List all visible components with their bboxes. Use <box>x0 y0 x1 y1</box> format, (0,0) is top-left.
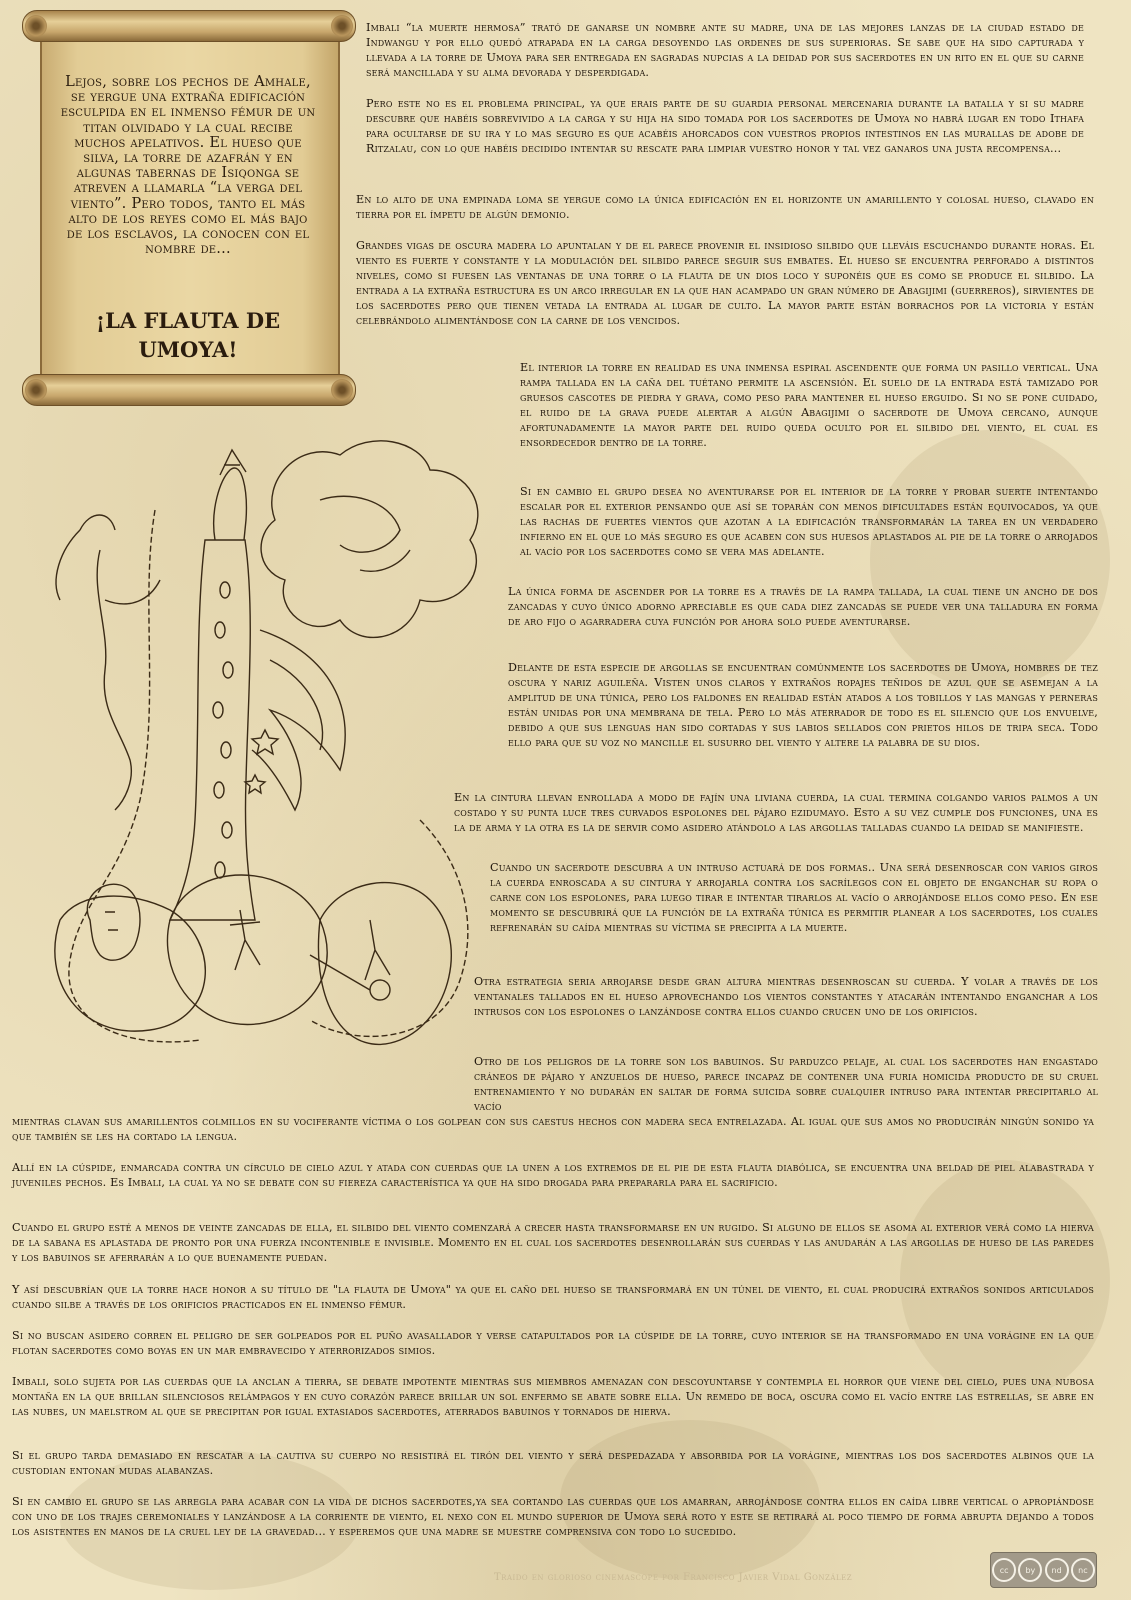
tower-window <box>221 742 231 758</box>
paragraph: Otro de los peligros de la torre son los babuinos. Su parduzco pelaje, al cual los sacerdotes han engastado cráneos de pájaro y anzuelos de hueso, parece incapaz de contener una furia homicida producto de su cruel entrenamiento y no dudarán en saltar de forma suicida sobre cualquier intruso para intentar precipitarlo al vacío <box>474 1055 1098 1113</box>
tower-window <box>220 582 230 598</box>
paragraph: mientras clavan sus amarillentos colmillos en su vociferante víctima o los golpean con sus caestus hechos con madera seca entrelazada. Al igual que sus amos no producirán ningún sonido ya que también se les ha cortado la lengua. <box>12 1115 1094 1143</box>
cc-license-badge[interactable] <box>990 1552 1097 1588</box>
tower-shape <box>170 540 255 920</box>
storm-swirl <box>320 496 400 552</box>
tower-window <box>214 782 224 798</box>
captive-figure <box>214 468 247 540</box>
paragraph: Cuando el grupo esté a menos de veinte zancadas de ella, el silbido del viento comenzará a crecer hasta transformarse en un rugido. Si alguno de ellos se asoma al exterior verá como la hierva de la sabana es aplastada de pronto por una fuerza incontenible e invisible. Momento en el cual los sacerdotes desenrollarán sus cuerdas y las anudarán a las argollas de hueso de las paredes y los babuinos se aferrarán a lo que buenamente puedan. <box>12 1221 1094 1264</box>
paragraph: En la cintura llevan enrollada a modo de fajín una liviana cuerda, la cual termina colgando varios palmos a un costado y su punta luce tres curvados espolones del pájaro ezidumayo. Esto a su vez cumple dos funciones, una es la de arma y la otra es la de servir como asidero atándolo a las argollas talladas cuando la deidad se manifieste. <box>454 791 1098 834</box>
paragraph: Cuando un sacerdote descubra a un intruso actuará de dos formas.. Una será desenroscar con varios giros la cuerda enroscada a su cintura y arrojarla contra los sacrílegos con el objeto de enganchar su ropa o carne con los espolones, para luego tirar e intentar tirarlos al vacío o arrojándose ellos como peso. En ese momento se descubrirá que la función de la extraña túnica es permitir planear a los sacerdotes, los cuales refrenarán su caída mientras su víctima se precipita a la muerte. <box>490 861 1098 934</box>
paragraph: Imbali “la muerte hermosa” trató de ganarse un nombre ante su madre, una de las mejores lanzas de la ciudad estado de Indwangu y por ello quedó atrapada en la carga desoyendo las ordenes de sus superioras. Se sabe que ha sido capturada y llevada a la torre de Umoya para ser entregada en sagradas nupcias a la deidad por sus sacerdotes en un rito en el que su carne será mancillada y su alma devorada y desperdigada. <box>366 21 1084 79</box>
feather-wing <box>270 660 323 750</box>
paragraph: Delante de esta especie de argollas se encuentran comúnmente los sacerdotes de Umoya, hombres de tez oscura y nariz aguileña. Visten unos claros y extraños ropajes teñidos de azul que se asemejan a la amplitud de una túnica, pero los faldones en realidad están atados a los tobillos y las mangas y perneras están unidas por una membrana de tela. Pero lo más aterrador de todo es el silencio que los envuelve, debido a que sus lenguas han sido cortadas y sus labios sellados con prietos hilos de tripa seca. Todo ello para que su voz no mancille el susurro del viento y altere la palabra de su dios. <box>508 661 1098 749</box>
tower-window <box>223 662 233 678</box>
tower-window <box>215 862 225 878</box>
woman-figure <box>105 580 160 604</box>
small-figure <box>365 920 390 980</box>
star-shape <box>245 775 265 793</box>
footer-credit: Traido en glorioso cinemascope por Francisco Javier Vidal González <box>494 1572 853 1583</box>
watermark-shape <box>870 430 1110 690</box>
paragraph: Si en cambio el grupo se las arregla para acabar con la vida de dichos sacerdotes,ya sea cortando las cuerdas que los amarran, arrojándose contra ellos en caída libre vertical o apropiándose con uno de los trajes ceremoniales y lanzándose a la corriente de viento, el nexo con el mundo superior de Umoya será roto y este se retirará al poco tiempo de forma abrupta dejando a todos los asistentes en manos de la cruel ley de la gravedad... y esperemos que una madre se muestre comprensiva con todo lo sucedido. <box>12 1495 1094 1538</box>
cc-icon: cc <box>992 1558 1016 1582</box>
tower-window <box>213 702 223 718</box>
paragraph: Allí en la cúspide, enmarcada contra un círculo de cielo azul y atada con cuerdas que la unen a los extremos de el pie de esta flauta diabólica, se encuentra una beldad de piel alabastrada y juveniles pechos. Es Imbali, la cual ya no se debate con su fiereza característica ya que ha sido drogada para prepararla para el sacrificio. <box>12 1161 1094 1189</box>
paragraph: Si el grupo tarda demasiado en rescatar a la cautiva su cuerpo no resistirá el tirón del viento y será despedazada y absorbida por la vorágine, mientras los dos sacerdotes albinos que la custodian entonan mudas alabanzas. <box>12 1449 1094 1477</box>
watermark-shape <box>900 1160 1110 1400</box>
by-icon: by <box>1018 1558 1042 1582</box>
paragraph: Si en cambio el grupo desea no aventurarse por el interior de la torre y probar suerte intentando escalar por el exterior pensando que así se toparán con menos dificultades están equivocados, ya que las rachas de fuertes vientos que azotan a la edificación transformarán la tarea en un verdadero infierno en el que lo más seguro es que acaben con sus huesos aplastados al pie de la torre o arrojados al vacío por los sacerdotes como se vera mas adelante. <box>520 485 1098 558</box>
paragraph: Pero este no es el problema principal, ya que erais parte de su guardia personal mercenaria durante la batalla y si su madre descubre que habéis sobrevivido a la carga y su hija ha sido tomada por los sacerdotes de Umoya no habrá lugar en todo Ithafa para ocultarse de su ira y lo mas seguro es que acabéis ahorcados con vuestros propios intestinos en las murallas de adobe de Ritzalau, con lo que habéis decidido intentar su rescate para limpiar vuestro honor y tal vez ganaros una justa recompensa... <box>366 97 1084 155</box>
tower-illustration <box>20 400 500 1080</box>
loop-frame <box>318 883 451 1045</box>
woman-figure <box>97 550 131 810</box>
scroll-title: ¡LA FLAUTA DE UMOYA! <box>95 308 281 362</box>
nd-icon: nd <box>1045 1558 1069 1582</box>
rope <box>310 820 468 1036</box>
paragraph: En lo alto de una empinada loma se yergue como la única edificación en el horizonte un amarillento y colosal hueso, clavado en tierra por el ímpetu de algún demonio. <box>356 193 1094 221</box>
scroll-top-roll <box>22 10 356 42</box>
paragraph: Grandes vigas de oscura madera lo apuntalan y de el parece provenir el insidioso silbido que lleváis escuchando durante horas. El viento es fuerte y constante y la modulación del silbido parece seguir sus embates. El hueso se encuentra perforado a distintos niveles, como si fuesen las ventanas de una torre o la flauta de un dios loco y suponéis que es como se produce el silbido. La entrada a la extraña estructura es un arco irregular en la que han acampado un gran número de Abagijimi (guerreros), sirvientes de los sacerdotes pero que tienen vetada la entrada al lugar de culto. La mayor parte están borrachos por la victoria y están celebrándolo alimentándose con la carne de los vencidos. <box>356 239 1094 327</box>
storm-swirl <box>360 550 410 571</box>
crown-shape <box>220 450 246 475</box>
star-shape <box>252 730 278 754</box>
paragraph: El interior la torre en realidad es una inmensa espiral ascendente que forma un pasillo vertical. Una rampa tallada en la caña del tuétano permite la ascensión. El suelo de la entrada está tamizado por gruesos cascotes de piedra y grava, como peso para mantener el hueso erguido. Si no se pone cuidado, el ruido de la grava puede alertar a algún Abagijimi o sacerdote de Umoya cercano, aunque afortunadamente la mayor parte del ruido queda oculto por el silbido del viento, el cual es ensordecedor dentro de la torre. <box>520 361 1098 449</box>
tower-window <box>222 822 232 838</box>
feather-wing <box>252 630 345 810</box>
scroll-intro-text: Lejos, sobre los pechos de Amhale, se yergue una extraña edificación esculpida en el inmenso fémur de un titan olvidado y la cual recibe muchos apelativos. El hueso que silva, la torre de azafrán y en algunas tabernas de Isiqonga se atreven a llamarla “la verga del viento”. Pero todos, tanto el más alto de los reyes como el más bajo de los esclavos, la conocen con el nombre de... <box>60 73 316 258</box>
paragraph: Si no buscan asidero corren el peligro de ser golpeados por el puño avasallador y verse catapultados por la cúspide de la torre, cuyo interior se ha transformado en una vorágine en la que flotan sacerdotes como boyas en un mar embravecido y aterrorizados simios. <box>12 1329 1094 1357</box>
tower-window <box>215 622 225 638</box>
storm-cloud <box>261 441 478 638</box>
woman-figure <box>56 515 115 600</box>
loop-frame <box>167 875 327 1024</box>
nc-icon: nc <box>1071 1558 1095 1582</box>
rope <box>69 510 200 1042</box>
portrait-head <box>105 912 118 930</box>
amulet-shape <box>370 980 390 1000</box>
loop-frame <box>55 896 205 1031</box>
paragraph: Y así descubrían que la torre hace honor a su título de "la flauta de Umoya" ya que el caño del hueso se transformará en un túnel de viento, el cual producirá extraños sonidos articulados cuando silbe a través de los orificios practicados en el inmenso fémur. <box>12 1283 1094 1311</box>
paragraph: La única forma de ascender por la torre es a través de la rampa tallada, la cual tiene un ancho de dos zancadas y cuyo único adorno apreciable es que cada diez zancadas se puede ver una talladura en forma de aro fijo o agarradera cuya función por ahora solo puede aventurarse. <box>508 585 1098 628</box>
scroll-banner <box>22 8 354 408</box>
paragraph: Otra estrategia seria arrojarse desde gran altura mientras desenroscan su cuerda. Y volar a través de los ventanales tallados en el hueso aprovechando los vientos constantes y atacarán intentando enganchar a los intrusos con los espolones o lanzándose contra ellos cuando crucen uno de los orificios. <box>474 975 1098 1018</box>
paragraph: Imbali, solo sujeta por las cuerdas que la anclan a tierra, se debate impotente mientras sus miembros amenazan con descoyuntarse y contempla el horror que viene del cielo, pues una nubosa montaña en la que brillan silenciosos relámpagos y en cuyo corazón parece brillar un sol enfermo se abate sobre ella. Un remedo de boca, oscura como el vacío entre las estrellas, se abre en las nubes, un maelstrom al que se precipitan por igual extasiados sacerdotes, aterrados babuinos y tornados de hierva. <box>12 1375 1094 1418</box>
